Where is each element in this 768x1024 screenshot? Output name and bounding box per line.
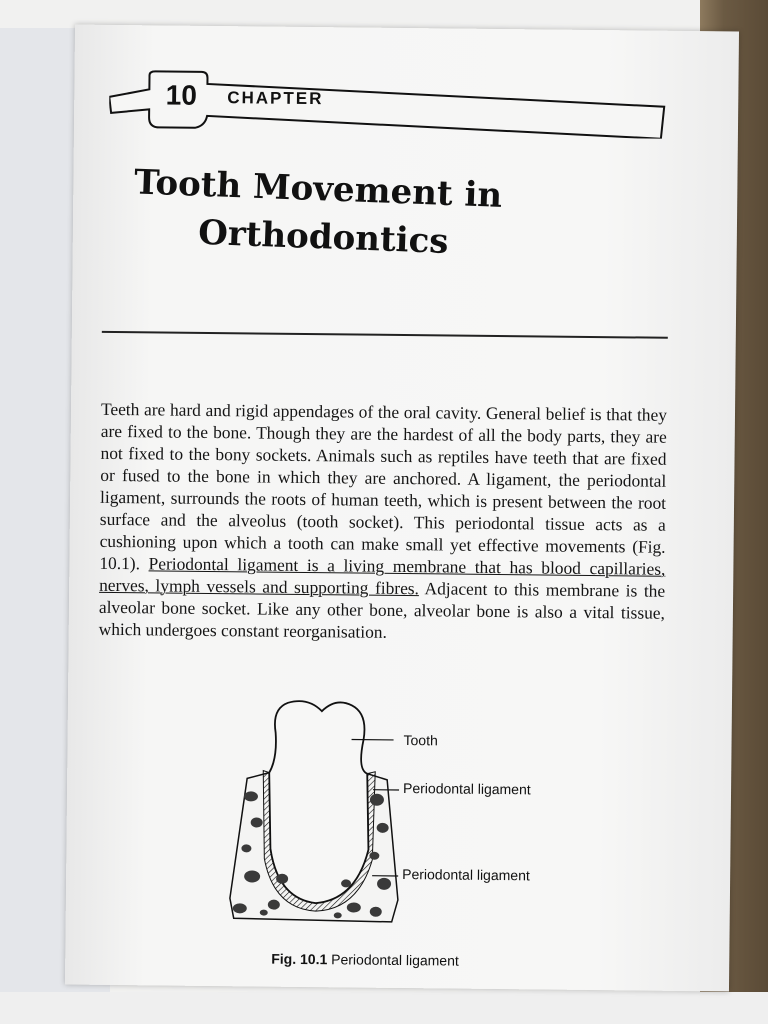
label-pdl-upper: Periodontal ligament: [402, 780, 531, 798]
caption-figure-number: Fig. 10.1: [271, 950, 328, 968]
tooth-diagram: [216, 698, 518, 931]
body-paragraph: [99, 398, 668, 646]
chapter-title-line-1: Tooth Movement in: [133, 162, 503, 216]
chapter-title-line-2: Orthodontics: [197, 212, 450, 262]
table-surface: [0, 992, 768, 1024]
tooth-outline: [268, 701, 370, 904]
caption-text: Periodontal ligament: [327, 951, 459, 969]
chapter-number: 10: [165, 79, 198, 111]
chapter-label: CHAPTER: [227, 88, 324, 109]
underlined-sentence: Periodontal ligament is a living membrane that has blood capillaries, nerves, lymph vessels and supporting fibres.: [99, 553, 666, 599]
title-divider: [102, 331, 668, 339]
paragraph-text-start: Teeth are hard and rigid appendages of the oral cavity. General belief is that they are fixed to the bone. Though they are the hardest of all the body parts, they are not fixed to the bony sockets. Animals such as reptiles have teeth that are fixed or fused to the bone in which they are anchored. A ligament, the periodontal ligament, surrounds the roots of human teeth, which is present between the root surface and the alveolus (tooth socket). This periodontal tissue acts as a cushioning upon which a tooth can make small yet effective movements (Fig. 10.1).: [99, 398, 668, 574]
figure-10-1: [216, 698, 531, 931]
chapter-title: [131, 158, 654, 273]
paragraph-text-end: Adjacent to this membrane is the alveolar bone socket. Like any other bone, alveolar bone is also a vital tissue, which undergoes constant reorganisation.: [98, 578, 666, 642]
book-page: [65, 25, 739, 992]
label-pdl-lower: Periodontal ligament: [402, 866, 530, 884]
label-tooth: Tooth: [403, 732, 438, 749]
figure-caption: [271, 951, 459, 969]
chapter-header: [109, 67, 670, 139]
